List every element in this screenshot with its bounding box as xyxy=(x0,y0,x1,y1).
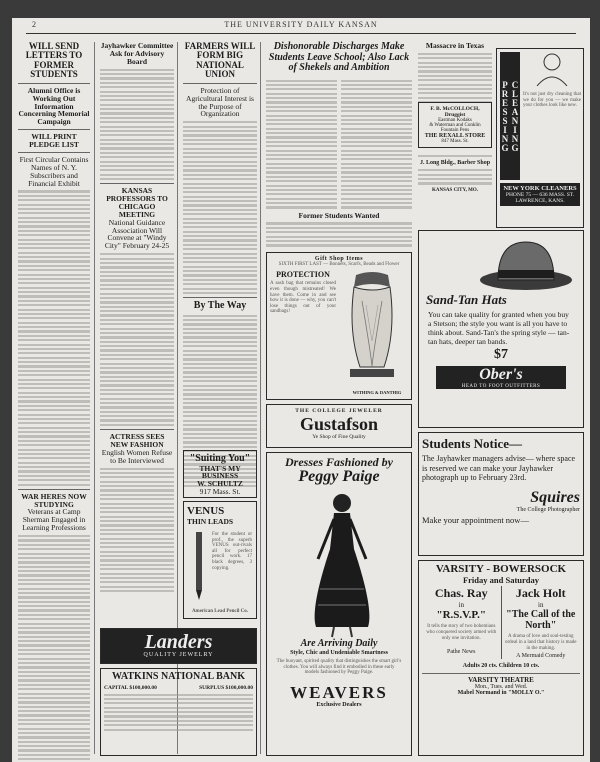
newspaper-page xyxy=(12,18,590,762)
ad-brand: Landers xyxy=(144,631,213,653)
left-text: It tells the story of two bohemians who conquered society armed with only one invitation. xyxy=(426,624,497,641)
ad-name: F. B. McCOLLOCH, Druggist xyxy=(430,106,480,118)
discharge-story xyxy=(266,42,412,250)
ad-pre: THE COLLEGE JEWELER xyxy=(295,408,383,414)
dress-illustration-icon xyxy=(270,489,410,639)
page-number: 2 xyxy=(32,20,37,29)
ad-headline: Students Notice— xyxy=(422,436,523,451)
article-body xyxy=(100,468,174,593)
schultz-ad xyxy=(183,450,257,622)
ad-text: The Jayhawker managers advise— where space is reserved we can make your Jayhawker photograph up to February 23rd. xyxy=(422,454,576,482)
article-body xyxy=(100,253,174,426)
left-prep: in xyxy=(458,601,464,610)
protection-bag-ad xyxy=(266,252,412,400)
ad-headline: WATKINS NATIONAL BANK xyxy=(112,671,245,682)
subhead: Protection of Agricultural Interest is the Purpose of Organization xyxy=(186,85,254,119)
ad-line: Eastman Kodaks xyxy=(438,118,472,123)
headline: KANSAS PROFESSORS TO CHICAGO MEETING xyxy=(106,186,168,219)
ad-label: WITHING & DANTHIG xyxy=(352,390,402,395)
column-2 xyxy=(100,42,174,595)
article-body xyxy=(266,80,337,209)
subhead: National Guidance Association Will Convene at "Windy City" February 24-25 xyxy=(104,217,170,251)
ad-headline: VARSITY - BOWERSOCK xyxy=(435,563,567,575)
headline: Dishonorable Discharges Make Students Leave School; Also Lack of Shekels and Ambition xyxy=(268,41,410,73)
new-york-cleaners-ad xyxy=(496,48,584,228)
ad-price: $7 xyxy=(494,347,508,362)
subhead: Veterans at Camp Sherman Engaged in Learning Professions xyxy=(22,507,86,533)
headline: FARMERS WILL FORM BIG NATIONAL UNION xyxy=(184,41,256,80)
venus-pencil-ad xyxy=(183,501,257,619)
ad-sub-text: SIXTH FIRST LAST — Bonnets, Scarfs, Beads and Flower xyxy=(278,262,400,267)
ad-store-sub: Exclusive Dealers xyxy=(316,701,362,708)
mccolloch-druggist-ad xyxy=(418,102,492,148)
left-title: "R.S.V.P." xyxy=(436,609,486,622)
bag-illustration-icon xyxy=(336,271,408,381)
right-prep: in xyxy=(538,601,544,610)
ad-name: W. SCHULTZ xyxy=(197,479,243,489)
ad-sub: THAT'S MY BUSINESS xyxy=(199,463,241,481)
ad-brand: Ober's xyxy=(479,365,523,383)
ad-text: You can take quality for granted when you buy a Stetson; the style you want is all you have to think about. Sand-Tan's the spring style — tan-tan hats, deeper tan bands. xyxy=(428,310,570,346)
subhead: English Women Refuse to Be Interviewed xyxy=(101,447,173,465)
headline: WAR HERES NOW STUDYING xyxy=(21,491,87,509)
varsity-bowersock-ad xyxy=(418,560,584,756)
watkins-bank-ad xyxy=(100,668,257,756)
right-title: "The Call of the North" xyxy=(506,609,576,632)
ad-brand: Gustafson xyxy=(299,414,379,434)
right-star: Jack Holt xyxy=(515,586,566,601)
pencil-icon xyxy=(188,532,210,602)
ad-footer: VARSITY THEATRE xyxy=(468,675,534,684)
ad-brand-sub: The College Photographer xyxy=(516,506,580,513)
ad-line: & Waterman and Conklin Fountain Pens xyxy=(429,123,481,133)
article-body xyxy=(100,69,174,181)
article-body xyxy=(183,121,257,294)
obers-hats-ad xyxy=(418,230,584,428)
column-rule xyxy=(260,42,261,754)
ad-name: J. Long Bldg., Barber Shop xyxy=(419,160,491,167)
peggy-paige-ad xyxy=(266,452,412,756)
ad-address: 847 Mass. St. xyxy=(441,139,469,144)
subhead: First Circular Contains Names of N. Y. Subscribers and Financial Exhibit xyxy=(19,154,89,188)
ad-company: American Lead Pencil Co. xyxy=(191,609,249,615)
headline: ACTRESS SEES NEW FASHION xyxy=(109,432,165,449)
headline: WILL SEND LETTERS TO FORMER STUDENTS xyxy=(25,41,83,80)
ad-sub: Friday and Saturday xyxy=(462,574,540,585)
masthead xyxy=(32,20,570,32)
figure-icon xyxy=(523,52,581,86)
ad-store: THE REXALL STORE xyxy=(424,133,486,139)
left-extra: Pathe News xyxy=(447,649,476,656)
ad-surplus: SURPLUS $100,000.00 xyxy=(199,684,253,691)
ad-footer-3: Mabel Normand in "MOLLY O." xyxy=(457,690,545,697)
ad-text: For the student or prof., the superb VENUS out-rivals all for perfect pencil work. 17 black degrees, 3 copying. xyxy=(212,532,252,571)
article-body xyxy=(266,222,412,246)
ad-sub: QUALITY JEWELRY xyxy=(143,652,214,658)
ad-prices: Adults 20 cts. Children 10 cts. xyxy=(462,663,540,670)
ad-cta: Make your appointment now— xyxy=(422,514,529,525)
ad-location: KANSAS CITY, MO. xyxy=(432,187,478,193)
article-body xyxy=(418,53,492,103)
ad-address: 917 Mass. St. xyxy=(199,487,241,497)
ad-headline: "Suiting You" xyxy=(189,453,251,464)
ad-sub-2: Style, Chic and Undeniable Smartness xyxy=(290,649,388,656)
ad-footer-2: Mon., Tues. and Wed. xyxy=(474,683,528,690)
ad-text: It's not just dry cleaning that we do for you — we make your clothes look like new. xyxy=(523,92,581,109)
ad-sub: THIN LEADS xyxy=(187,517,234,526)
hat-illustration-icon xyxy=(476,236,576,292)
jayhawker-notice-ad xyxy=(418,432,584,556)
barber-shop-ad xyxy=(418,152,492,193)
ad-text: The buoyant, spirited quality that distinguishes the smart girl's clothes. You will always find it embodied in these early models fashioned by Peggy Paige. xyxy=(276,659,402,676)
ad-sub: Gift Shop Items xyxy=(314,256,364,262)
article-body xyxy=(18,535,90,762)
ad-headline: Sand-Tan Hats xyxy=(426,292,507,307)
ad-capital: CAPITAL $100,000.00 xyxy=(104,684,157,691)
ad-name: NEW YORK CLEANERS xyxy=(503,185,577,192)
subhead: Former Students Wanted xyxy=(298,210,380,220)
ad-store: WEAVERS xyxy=(290,682,388,702)
ad-brand: VENUS xyxy=(187,505,225,517)
ad-brand: Squires xyxy=(530,488,580,506)
left-star: Chas. Ray xyxy=(434,586,488,601)
ad-vertical-label: CLEANING PRESSING xyxy=(500,52,520,180)
ad-city: LAWRENCE, KANS. xyxy=(515,198,565,204)
column-rule xyxy=(94,42,95,754)
article-body xyxy=(18,190,90,485)
ad-headline: PROTECTION xyxy=(276,270,330,279)
headline: Massacre in Texas xyxy=(425,41,485,50)
masthead-rule xyxy=(26,33,576,34)
massacre-story xyxy=(418,42,492,106)
ad-phone: PHONE 75 — 636 MASS. ST. xyxy=(505,192,575,198)
masthead-title: THE UNIVERSITY DAILY KANSAN xyxy=(224,20,378,29)
column-3 xyxy=(183,42,257,490)
headline: Jayhawker Committee Ask for Advisory Board xyxy=(100,41,174,66)
ad-tag: Ye Shop of Fine Quality xyxy=(312,434,366,440)
column-title: By The Way xyxy=(193,300,247,312)
article-body xyxy=(341,80,412,209)
right-extra: A Mermaid Comedy xyxy=(516,653,566,660)
subhead: WILL PRINT PLEDGE LIST xyxy=(29,132,79,149)
ad-tagline: HEAD TO FOOT OUTFITTERS xyxy=(461,383,541,389)
subhead: Alumni Office is Working Out Information Concerning Memorial Campaign xyxy=(18,85,90,127)
ad-brand: Peggy Paige xyxy=(298,467,380,485)
ad-headline: Dresses Fashioned by xyxy=(284,455,393,469)
column-1 xyxy=(18,42,90,762)
gustafson-jeweler-ad xyxy=(266,404,412,448)
ad-sub: Are Arriving Daily xyxy=(300,638,378,650)
landers-jewelry-ad xyxy=(100,628,257,664)
ad-officers xyxy=(104,694,253,731)
ad-text: A sash bag that remains closed even though mistreated! We have them. Come in and see how it is done — why, you can't lose things out of your sandbags! xyxy=(270,281,336,315)
right-text: A drama of love and soul-testing ordeal in a land that history is made in the making. xyxy=(504,634,577,651)
